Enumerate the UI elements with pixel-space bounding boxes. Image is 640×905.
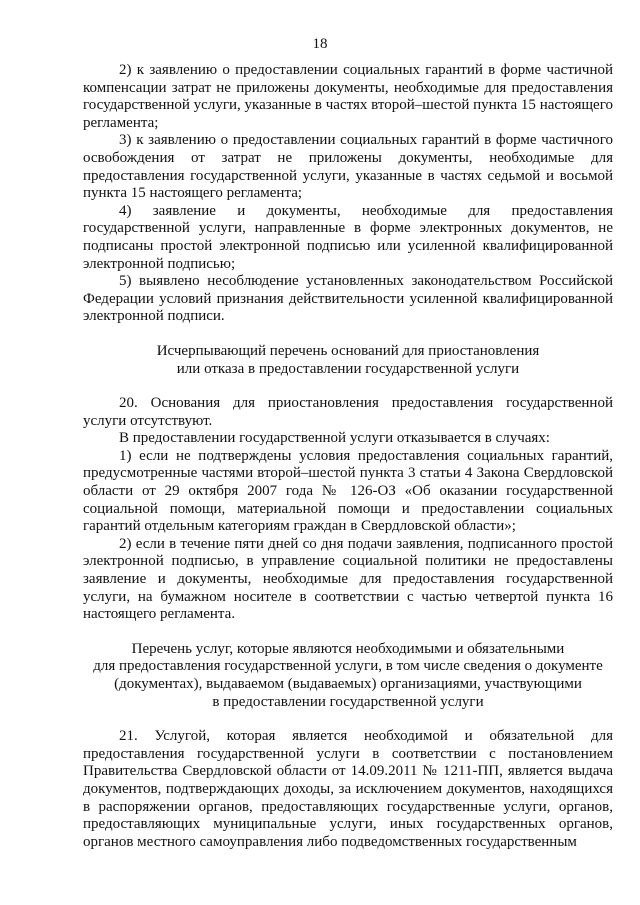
heading-line: для предоставления государственной услуги, в том числе сведения о документе	[93, 658, 603, 675]
heading-line: Перечень услуг, которые являются необходимыми и обязательными	[131, 640, 565, 657]
paragraph-21: 21. Услугой, которая является необходимой и обязательной для предоставления государственной услуги в соответствии с постановлением Правительства Свердловской области от 14.09.2011 № 1211-ПП, является выдача документов, подтверждающих доходы, за исключением документов, находящихся в распоряжении органов, предоставляющих государственные услуги, органов, предоставляющих муниципальные услуги, иных государственных органов, органов местного самоуправления либо подведомственных государственным	[83, 728, 613, 850]
paragraph-refusal-2: 2) если в течение пяти дней со дня подачи заявления, подписанного простой электронной подписью, в управление социальной политики не предоставлены заявление и документы, необходимые для предоставления государственной услуги, на бумажном носителе в соответствии с частью четвертой пункта 16 настоящего регламента.	[83, 535, 613, 623]
heading-line: в предоставлении государственной услуги	[212, 693, 484, 710]
paragraph-refusal-intro: В предоставлении государственной услуги отказывается в случаях:	[119, 430, 550, 447]
heading-line: или отказа в предоставлении государственной услуги	[176, 360, 520, 377]
heading-line: Исчерпывающий перечень оснований для приостановления	[156, 342, 540, 359]
paragraph-item-4: 4) заявление и документы, необходимые для предоставления государственной услуги, направленные в форме электронных документов, не подписаны простой электронной подписью или усиленной квалифицированной электронной подписью;	[83, 202, 613, 272]
paragraph-item-5: 5) выявлено несоблюдение установленных законодательством Российской Федерации условий признания действительности усиленной квалифицированной электронной подписи.	[83, 273, 613, 325]
page-number: 18	[312, 36, 328, 52]
heading-line: (документах), выдаваемом (выдаваемых) организациями, участвующими	[114, 676, 582, 692]
document-body	[83, 62, 613, 851]
section-heading-required-services	[83, 641, 613, 711]
paragraph-refusal-1: 1) если не подтверждены условия предоставления социальных гарантий, предусмотренные частями второй–шестой пункта 3 статьи 4 Закона Свердловской области от 29 октября 2007 года № 126-ОЗ «Об оказании государственной социальной помощи, материальной помощи и предоставлении социальных гарантий отдельным категориям граждан в Свердловской области»;	[83, 447, 613, 535]
paragraph-item-3: 3) к заявлению о предоставлении социальных гарантий в форме частичного освобождения от затрат не приложены документы, необходимые для предоставления государственной услуги, указанные в частях седьмой и восьмой пункта 15 настоящего регламента;	[83, 132, 613, 202]
paragraph-item-2: 2) к заявлению о предоставлении социальных гарантий в форме частичной компенсации затрат не приложены документы, необходимые для предоставления государственной услуги, указанные в частях второй–шестой пункта 15 настоящего регламента;	[83, 62, 613, 131]
section-heading-suspension	[83, 343, 613, 378]
paragraph-20: 20. Основания для приостановления предоставления государственной услуги отсутствуют.	[83, 395, 613, 429]
